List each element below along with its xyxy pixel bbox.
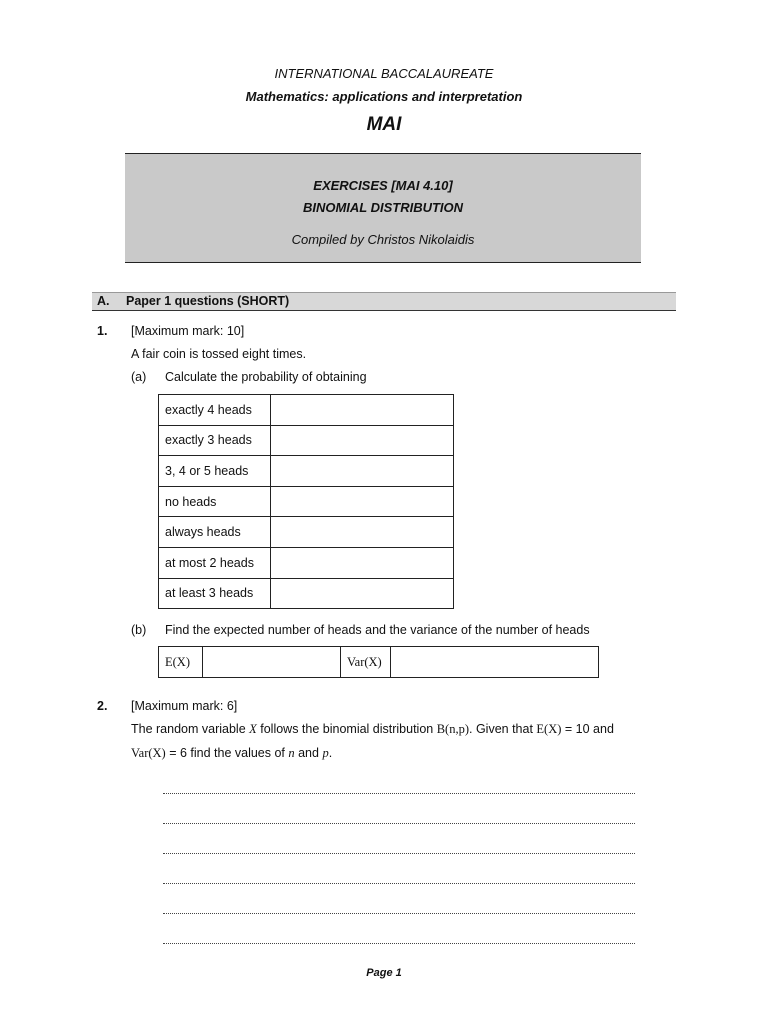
question-marks: [Maximum mark: 10]	[131, 324, 245, 338]
table-row	[159, 425, 454, 456]
question-text-line-2	[131, 746, 332, 761]
course-code: MAI	[366, 114, 402, 135]
answer-line[interactable]	[163, 943, 635, 944]
answer-cell[interactable]	[271, 517, 454, 548]
part-b-text: Find the expected number of heads and the variance of the number of heads	[165, 623, 590, 637]
distribution-notation: B(n,p)	[436, 722, 470, 736]
table-row	[159, 547, 454, 578]
table-row	[159, 395, 454, 426]
table-row	[159, 578, 454, 609]
text-fragment: . Given that	[469, 722, 537, 736]
probability-table	[158, 394, 454, 609]
text-fragment: = 10 and	[561, 722, 614, 736]
answer-line[interactable]	[163, 883, 635, 884]
row-label: no heads	[159, 486, 271, 517]
exercise-title: EXERCISES [MAI 4.10]	[313, 178, 453, 193]
part-a-label: (a)	[131, 370, 147, 384]
text-fragment: and	[294, 746, 323, 760]
author-line: Compiled by Christos Nikolaidis	[291, 232, 475, 247]
variable-p: p	[322, 746, 329, 760]
question-text-line-1	[131, 722, 614, 737]
question-stem: A fair coin is tossed eight times.	[131, 347, 307, 361]
table-row	[159, 647, 599, 678]
course-name: Mathematics: applications and interpretation	[245, 89, 523, 104]
row-label: always heads	[159, 517, 271, 548]
row-label: 3, 4 or 5 heads	[159, 456, 271, 487]
variance-label: Var(X)	[341, 647, 391, 678]
table-row	[159, 517, 454, 548]
text-fragment: The random variable	[131, 722, 250, 736]
question-number: 1.	[97, 324, 108, 338]
part-a-text: Calculate the probability of obtaining	[165, 370, 367, 384]
title-box	[125, 153, 641, 263]
institution-name: INTERNATIONAL BACCALAUREATE	[274, 66, 494, 81]
table-row	[159, 456, 454, 487]
answer-cell[interactable]	[271, 547, 454, 578]
row-label: exactly 3 heads	[159, 425, 271, 456]
answer-cell[interactable]	[271, 425, 454, 456]
row-label: at most 2 heads	[159, 547, 271, 578]
section-letter: A.	[97, 294, 110, 308]
variance-notation: Var(X)	[131, 746, 166, 760]
variance-answer-cell[interactable]	[391, 647, 599, 678]
answer-cell[interactable]	[271, 578, 454, 609]
section-header	[92, 292, 676, 311]
text-fragment: .	[328, 746, 333, 760]
question-number: 2.	[97, 699, 108, 713]
question-marks: [Maximum mark: 6]	[131, 699, 238, 713]
answer-line[interactable]	[163, 823, 635, 824]
expectation-answer-cell[interactable]	[203, 647, 341, 678]
row-label: at least 3 heads	[159, 578, 271, 609]
text-fragment: = 6 find the values of	[165, 746, 289, 760]
section-title: Paper 1 questions (SHORT)	[126, 294, 290, 308]
variable-n: n	[288, 746, 295, 760]
topic-title: BINOMIAL DISTRIBUTION	[302, 200, 464, 215]
answer-line[interactable]	[163, 853, 635, 854]
expectation-label: E(X)	[159, 647, 203, 678]
expectation-notation: E(X)	[536, 722, 562, 736]
answer-line[interactable]	[163, 913, 635, 914]
part-b-label: (b)	[131, 623, 147, 637]
row-label: exactly 4 heads	[159, 395, 271, 426]
variable-x: X	[249, 722, 257, 736]
answer-line[interactable]	[163, 793, 635, 794]
answer-cell[interactable]	[271, 395, 454, 426]
table-row	[159, 486, 454, 517]
answer-cell[interactable]	[271, 486, 454, 517]
text-fragment: follows the binomial distribution	[256, 722, 437, 736]
answer-cell[interactable]	[271, 456, 454, 487]
page-number: Page 1	[366, 967, 402, 979]
expectation-table	[158, 646, 599, 678]
